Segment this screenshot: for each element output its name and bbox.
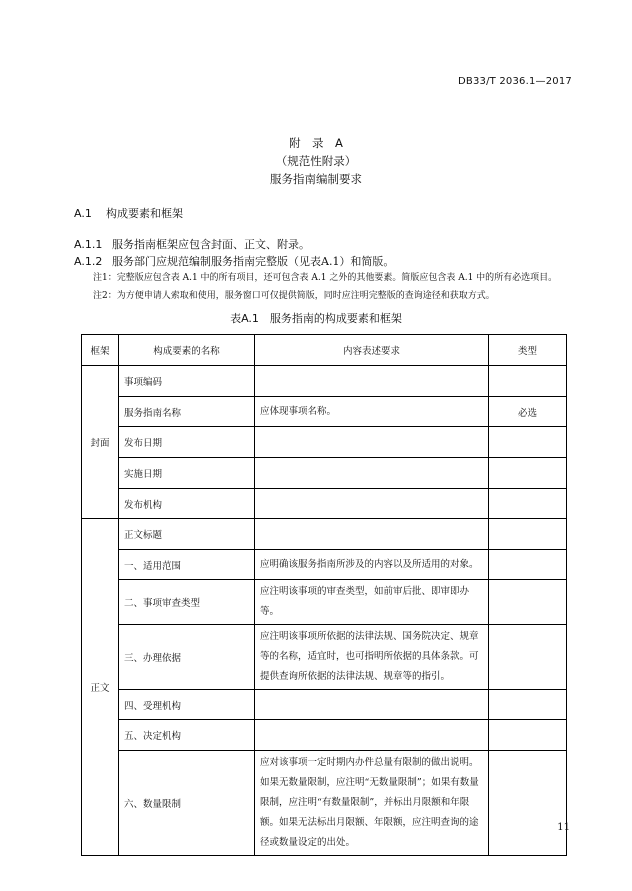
- column-header: 内容表述要求: [255, 335, 489, 366]
- content-cell: [255, 519, 489, 550]
- annex-heading: 服务指南编制要求: [270, 172, 362, 186]
- table-row: [82, 427, 567, 458]
- content-cell: [255, 489, 489, 519]
- content-cell: 应注明该事项的审查类型，如前审后批、即审即办等。: [255, 580, 489, 625]
- section-number: A.1: [74, 207, 92, 220]
- table-row: [82, 366, 567, 397]
- element-name-cell: 实施日期: [119, 458, 255, 489]
- clause-text: 服务部门应规范编制服务指南完整版（见表A.1）和简版。: [112, 255, 395, 268]
- type-cell: [489, 720, 567, 751]
- element-name-cell: 发布机构: [119, 489, 255, 519]
- clause: [74, 253, 394, 269]
- table-row: [82, 550, 567, 580]
- content-cell: 应注明该事项所依据的法律法规、国务院决定、规章等的名称，适宜时，也可指明所依据的具体条款。可提供查询所依据的法律法规、规章等的指引。: [255, 625, 489, 690]
- element-name-cell: 发布日期: [119, 427, 255, 458]
- element-name-cell: 事项编码: [119, 366, 255, 397]
- type-cell: [489, 550, 567, 580]
- element-name-cell: 三、办理依据: [119, 625, 255, 690]
- table-row: [82, 690, 567, 720]
- type-cell: [489, 366, 567, 397]
- element-name-cell: 六、数量限制: [119, 751, 255, 856]
- frame-cell: 封面: [82, 366, 119, 519]
- table-row: [82, 720, 567, 751]
- content-cell: [255, 458, 489, 489]
- note: 注2：为方便申请人索取和使用，服务窗口可仅提供简版，同时应注明完整版的查询途径和获取方式。: [93, 291, 495, 301]
- column-header: 类型: [489, 335, 567, 366]
- content-cell: 应明确该服务指南所涉及的内容以及所适用的对象。: [255, 550, 489, 580]
- type-cell: 必选: [489, 397, 567, 427]
- content-cell: 应对该事项一定时期内办件总量有限制的做出说明。如果无数量限制，应注明“无数量限制”；如果有数量限制，应注明“有数量限制”，并标出月限额和年限额。如果无法标出月限额、年限额，应注明查询的途径或数量设定的出处。: [255, 751, 489, 856]
- element-name-cell: 服务指南名称: [119, 397, 255, 427]
- element-name-cell: 正文标题: [119, 519, 255, 550]
- table-row: [82, 625, 567, 690]
- table-row: [82, 580, 567, 625]
- table-row: [82, 458, 567, 489]
- annex-title: 附 录 A: [289, 136, 343, 150]
- column-header: 构成要素的名称: [119, 335, 255, 366]
- clause: [74, 236, 310, 252]
- content-cell: [255, 427, 489, 458]
- table-caption: 表A.1 服务指南的构成要素和框架: [230, 312, 402, 325]
- section-title: 构成要素和框架: [106, 207, 183, 220]
- content-cell: [255, 690, 489, 720]
- table-row: [82, 751, 567, 856]
- frame-cell: 正文: [82, 519, 119, 856]
- type-cell: [489, 690, 567, 720]
- type-cell: [489, 625, 567, 690]
- note: 注1：完整版应包含表 A.1 中的所有项目，还可包含表 A.1 之外的其他要素。简版应包含表 A.1 中的所有必选项目。: [93, 273, 558, 283]
- section-heading: [74, 205, 183, 221]
- element-name-cell: 四、受理机构: [119, 690, 255, 720]
- table-header-row: [82, 335, 567, 366]
- content-cell: [255, 366, 489, 397]
- content-cell: 应体现事项名称。: [255, 397, 489, 427]
- table-row: [82, 519, 567, 550]
- table-row: [82, 489, 567, 519]
- annex-type: （规范性附录）: [275, 154, 357, 168]
- type-cell: [489, 580, 567, 625]
- type-cell: [489, 427, 567, 458]
- clause-text: 服务指南框架应包含封面、正文、附录。: [112, 238, 310, 251]
- type-cell: [489, 489, 567, 519]
- type-cell: [489, 458, 567, 489]
- clause-number: A.1.1: [74, 238, 103, 251]
- type-cell: [489, 751, 567, 856]
- element-name-cell: 二、事项审查类型: [119, 580, 255, 625]
- page-number: 11: [557, 822, 570, 833]
- element-name-cell: 五、决定机构: [119, 720, 255, 751]
- document-code: DB33/T 2036.1—2017: [458, 76, 572, 87]
- type-cell: [489, 519, 567, 550]
- clause-number: A.1.2: [74, 255, 103, 268]
- table-row: [82, 397, 567, 427]
- elements-table: [81, 334, 567, 856]
- content-cell: [255, 720, 489, 751]
- element-name-cell: 一、适用范围: [119, 550, 255, 580]
- column-header: 框架: [82, 335, 119, 366]
